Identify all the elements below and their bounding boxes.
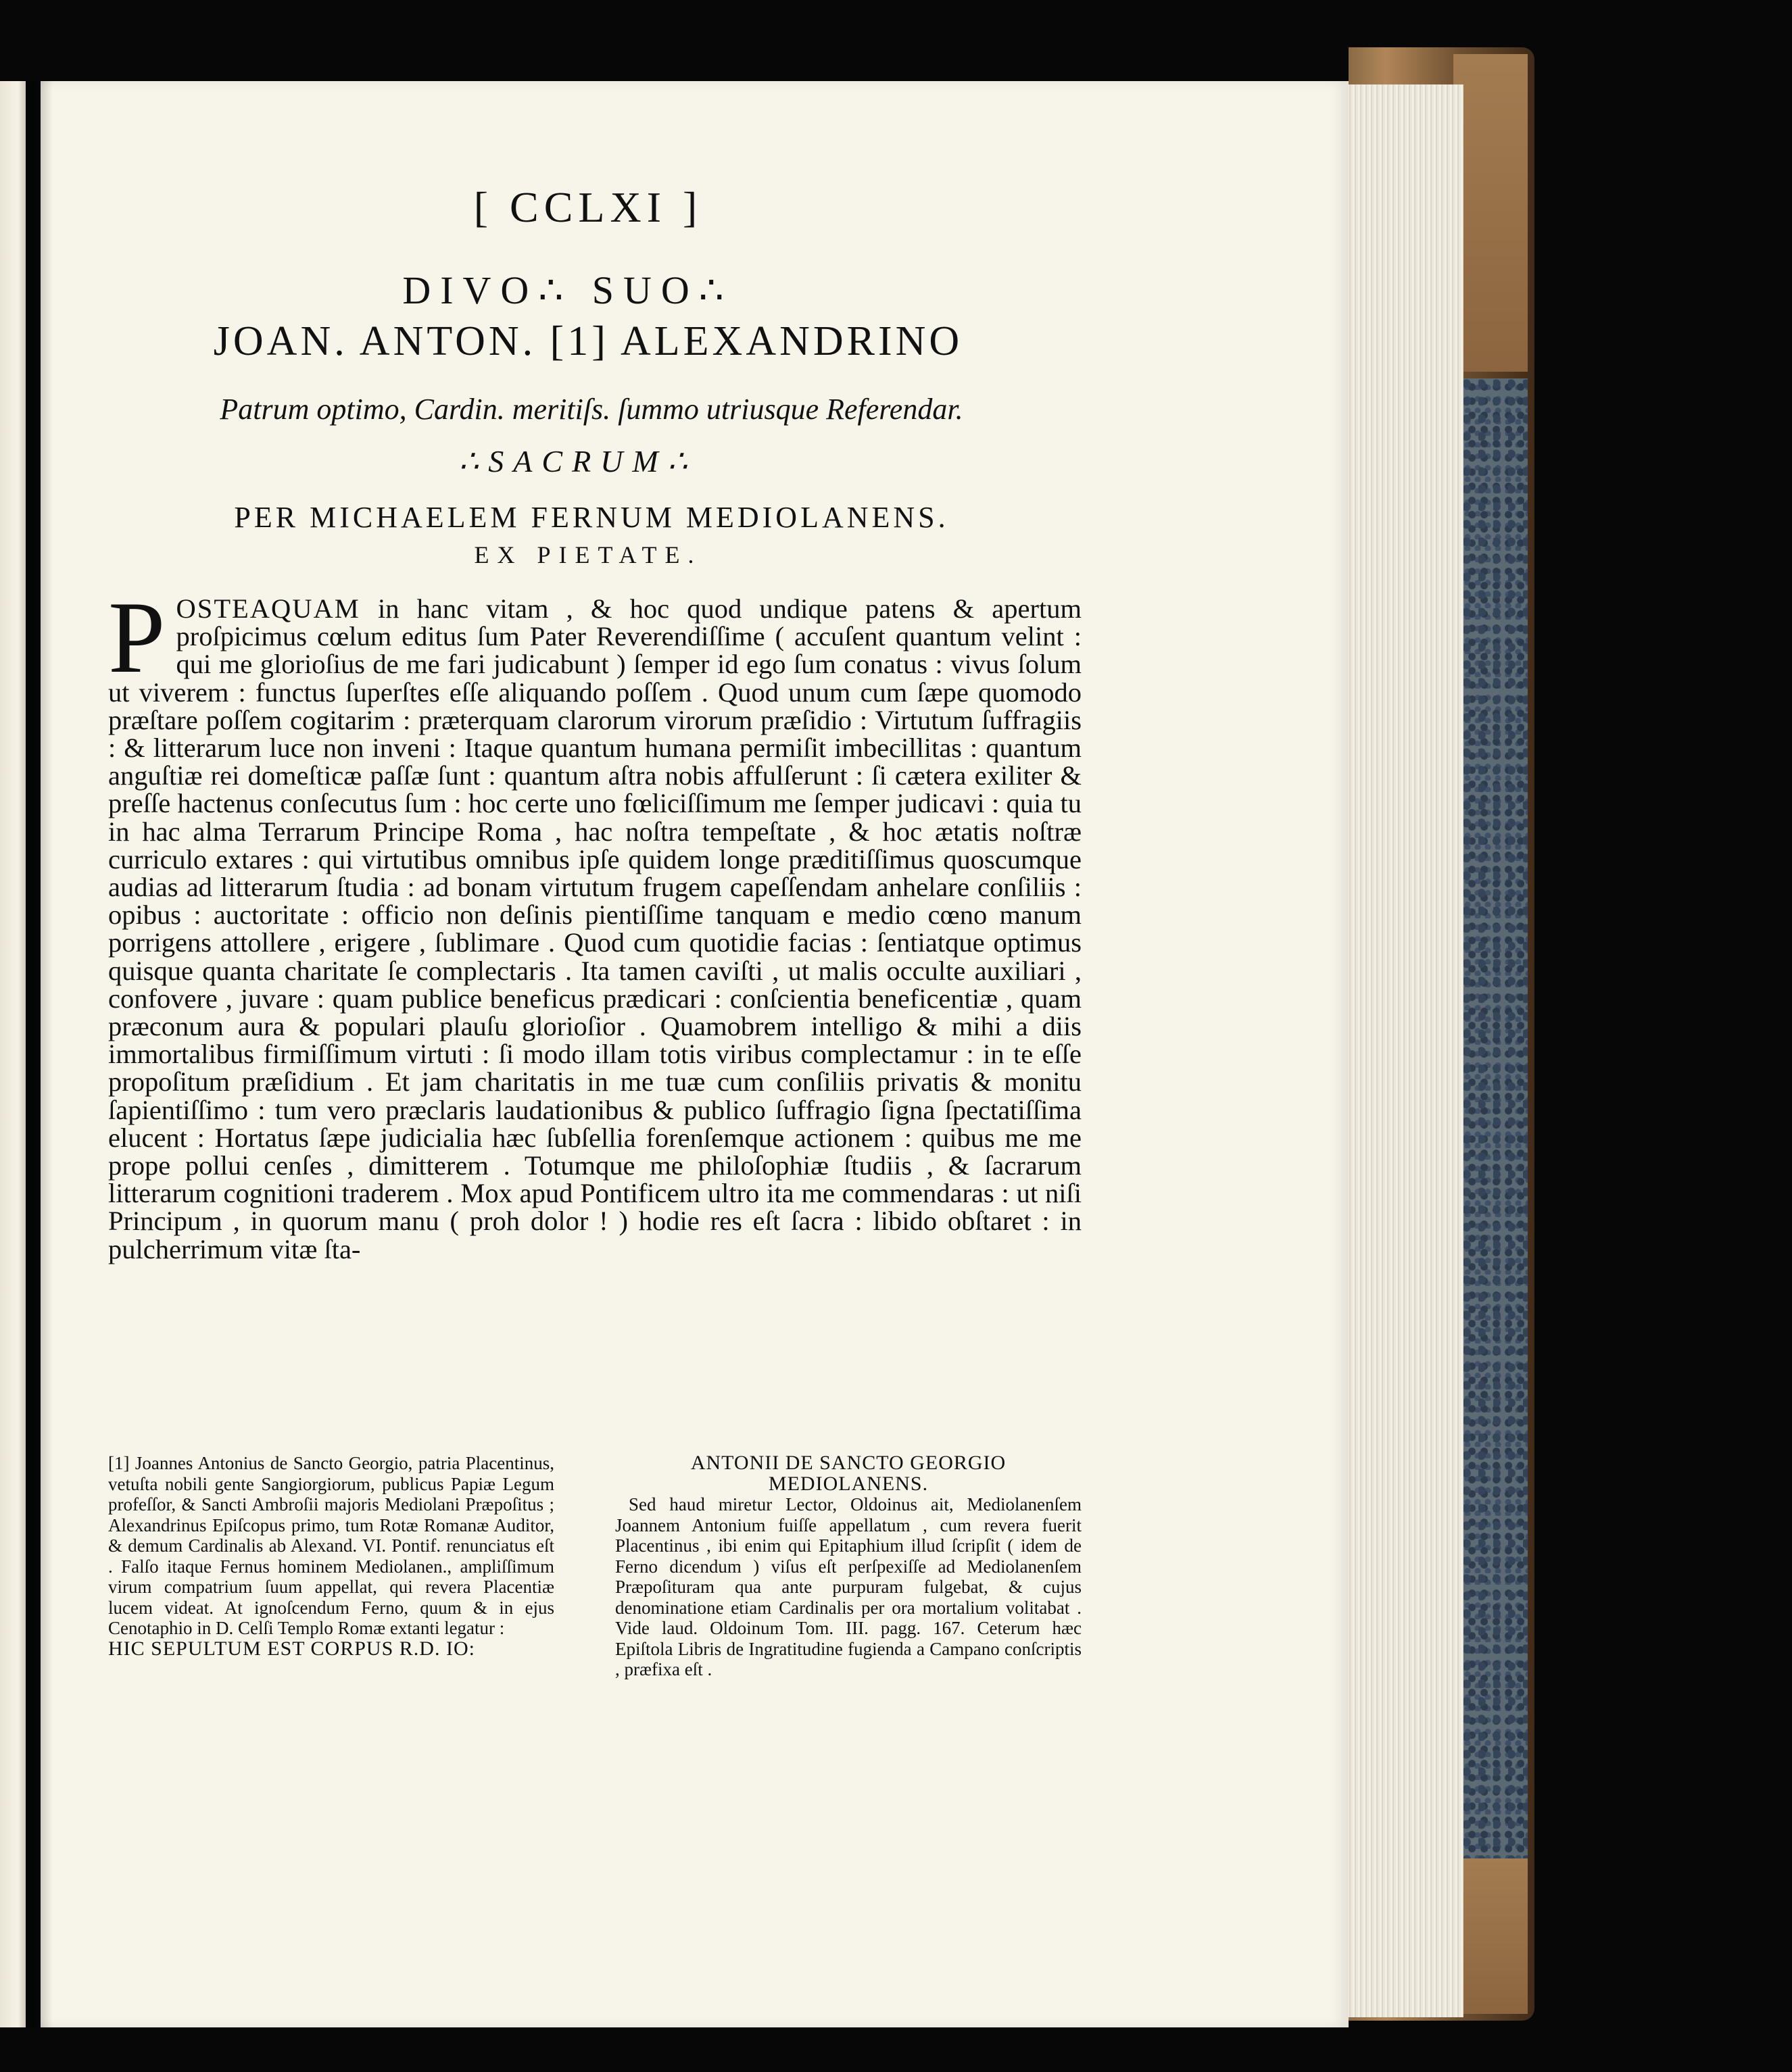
heading-author: PER MICHAELEM FERNUM MEDIOLANENS.	[234, 501, 949, 534]
main-text	[108, 581, 1082, 1264]
page-stack-edge	[1342, 84, 1463, 2017]
cover-leather-band-bottom	[1453, 1858, 1528, 2014]
drop-cap: P	[108, 581, 166, 694]
left-page-edge	[0, 81, 26, 2027]
heading-divo: DIVO∴ SUO∴	[402, 268, 733, 312]
heading-name: JOAN. ANTON. [1] ALEXANDRINO	[213, 318, 963, 364]
heading-dedication: Patrum optimo, Cardin. meritiſs. ſummo utriusque Referendar.	[220, 393, 963, 426]
footnote-right-column	[615, 1453, 1082, 1680]
footnote-commentary: Sed haud miretur Lector, Oldoinus ait, Mediolanenſem Joannem Antonium fuiſſe appellatum , cum revera fuerit Placentinus , ibi enim qui Epitaphium illud ſcripſit ( idem de Ferno dicendum ) viſus eſt perſpexiſſe ad Mediolanenſem Præpoſituram qua ante purpuram fulgebat, & cujus denominatione etiam Cardinalis per ora mortalium volitabat . Vide laud. Oldoinum Tom. III. pagg. 167. Ceterum hæc Epiſtola Libris de Ingratitudine fugienda a Campano conſcriptis , præfixa eſt .	[615, 1494, 1082, 1679]
body-text: in hanc vitam , & hoc quod undique patens & apertum proſpicimus cœlum editus ſum Pater Reverendiſſime ( accuſent quantum velint : qui me glorioſius de me fari judicabunt ) ſemper id ego ſum conatus : vivus ſolum ut viverem : functus ſuperſtes eſſe aliquando poſſem . Quod unum cum ſæpe quomodo præſtare poſſem cogitarim : præterquam clarorum virorum præſidio : Virtutum ſuffragiis : & litterarum luce non inveni : Itaque quantum humana permiſit imbecillitas : quantum anguſtiæ rei domeſticæ paſſæ ſunt : quantum aſtra nobis affulſerunt : ſi cætera exiliter & preſſe hactenus conſecutus ſum : hoc certe uno fœliciſſimum me ſemper judicavi : quia tu in hac alma Terrarum Principe Roma , hac noſtra tempeſtate , & hoc ætatis noſtræ curriculo extares : qui virtutibus omnibus ipſe quidem longe præditiſſimus quoscumque audias ad litterarum ſtudia : ad bonam virtutum frugem capeſſendam anhelare conſiliis : opibus : auctoritate : officio non deſinis pientiſſime tanquam e medio cœno manum porrigens attollere , erigere , ſublimare . Quod cum quotidie facias : ſentiatque optimus quisque quanta charitate ſe complectaris . Ita tamen caviſti , ut malis occulte auxiliari , confovere , juvare : quam publice beneficus prædicari : conſcientia beneficentiæ , quam præconum aura & populari plauſu glorioſior . Quamobrem intelligo & mihi a diis immortalibus firmiſſimum virtuti : ſi modo illam totis viribus complectamur : in te eſſe propoſitum præſidium . Et jam charitatis in me tuæ cum conſiliis privatis & monitu ſapientiſſimo : tum vero præclaris laudationibus & publico ſuffragio ſigna ſpectatiſſima elucent : Hortatus ſæpe judicialia hæc ſubſellia forenſemque actionem : quibus me me prope pollui cenſes , dimitterem . Totumque me philoſophiæ ſtudiis , & ſacrarum litterarum cognitioni traderem . Mox apud Pontificem ultro ita me commendaras : ut niſi Principum , in quorum manu ( proh dolor ! ) hodie res eſt ſacra : libido obſtaret : in pulcherrimum vitæ ſta-	[108, 593, 1082, 1264]
footnote-text: [1] Joannes Antonius de Sancto Georgio, patria Placentinus, vetuſta nobili gente Sangiorgiorum, publicus Papiæ Legum profeſſor, & Sancti Ambroſii majoris Mediolani Præpoſitus ; Alexandrinus Epiſcopus primo, tum Rotæ Romanæ Auditor, & demum Cardinalis ab Alexand. VI. Pontif. renunciatus eſt . Falſo itaque Fernus hominem Mediolanen., ampliſſimum virum compatrium ſuum appellat, qui revera Placentiæ lucem videat. At ignoſcendum Ferno, quum & in ejus Cenotaphio in D. Celſi Templo Romæ extanti legatur :	[108, 1453, 554, 1638]
cover-leather-band-top	[1453, 54, 1528, 372]
heading-ex-pietate: EX PIETATE.	[474, 541, 702, 568]
footnote-left-column	[108, 1453, 554, 1659]
first-word: OSTEAQUAM	[176, 593, 360, 624]
heading-sacrum: ∴SACRUM∴	[459, 444, 697, 478]
footnote-epitaph: HIC SEPULTUM EST CORPUS R.D. IO:	[108, 1637, 475, 1660]
gutter-shadow	[26, 81, 53, 2027]
cover-marbled-board	[1463, 378, 1528, 1858]
page-number: [ CCLXI ]	[473, 183, 703, 231]
footnote-epitaph-continued: ANTONII DE SANCTO GEORGIO MEDIOLANENS.	[690, 1452, 1007, 1495]
